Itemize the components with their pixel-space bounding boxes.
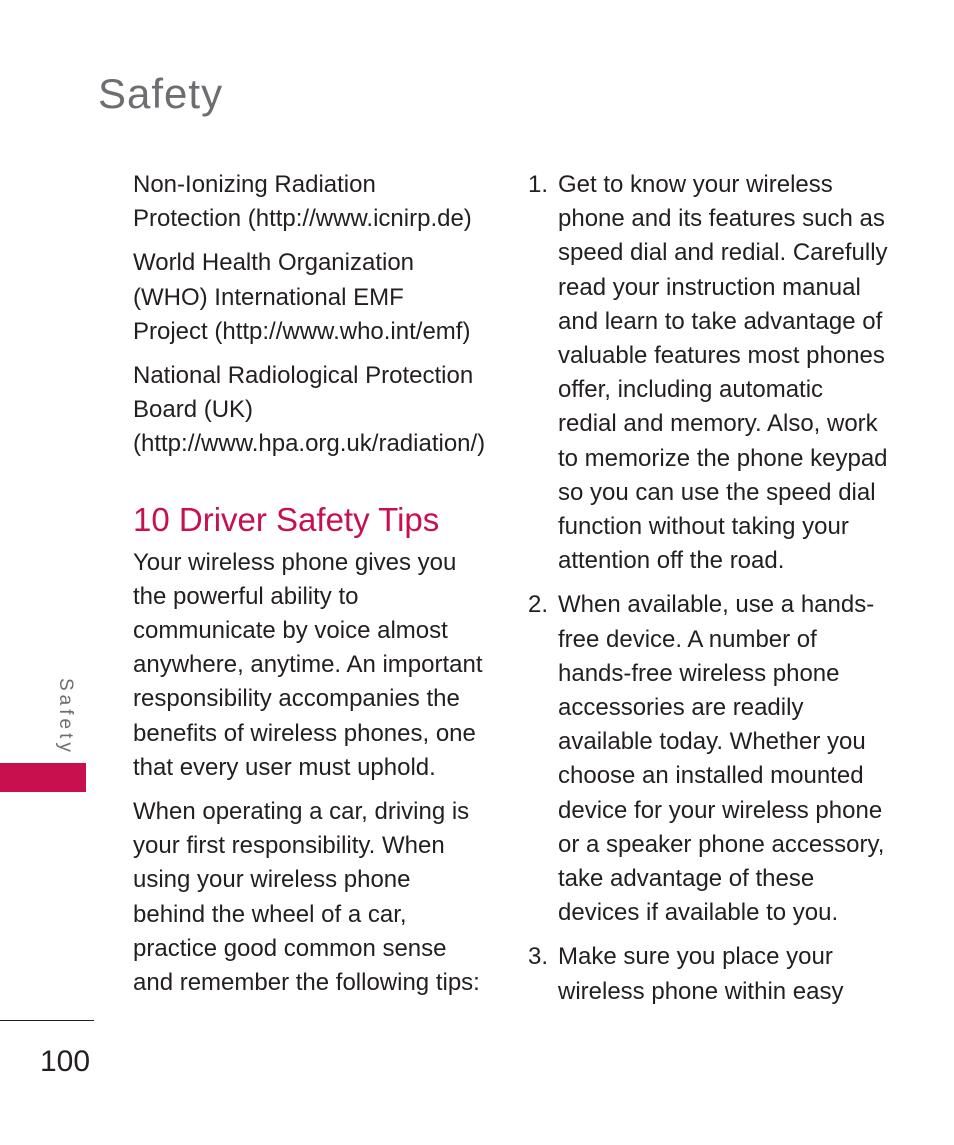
driving-paragraph: When operating a car, driving is your first responsibility. When using your wireless phone behind the wheel of a car, practice good common sense and remember the following tips: <box>133 798 480 997</box>
tip-text: When available, use a hands-free device. A number of hands-free wireless phone accessories are readily available today. Whether you choose an installed mounted device for your wireless phone or a speaker phone accessory, take advantage of these devices if available to you. <box>558 591 885 927</box>
tip-item <box>528 168 888 578</box>
tip-text: Get to know your wireless phone and its features such as speed dial and redial. Carefully read your instruction manual and learn to take advantage of valuable features most phones offer, including automatic redial and memory. Also, work to memorize the phone keypad so you can use the speed dial function without taking your attention off the road. <box>558 171 888 575</box>
page-number: 100 <box>40 1045 91 1078</box>
tip-text: Make sure you place your wireless phone within easy <box>558 943 844 1005</box>
reference-nrpb: National Radiological Protection Board (UK) (http://www.hpa.org.uk/radiation/) <box>133 362 486 458</box>
reference-icnirp: Non-Ionizing Radiation Protection (http://www.icnirp.de) <box>133 171 472 233</box>
footer-divider <box>0 1020 94 1021</box>
page-title: Safety <box>98 70 224 117</box>
right-column <box>528 168 888 1019</box>
side-tab-marker <box>0 763 86 792</box>
tip-number: 2. <box>528 591 549 619</box>
tip-item <box>528 940 888 1008</box>
tip-number: 1. <box>528 171 549 198</box>
intro-paragraph: Your wireless phone gives you the powerful ability to communicate by voice almost anywhere, anytime. An important responsibility accompanies the benefits of wireless phones, one that every user must uphold. <box>133 548 483 781</box>
left-column <box>133 168 485 1010</box>
tip-number: 3. <box>528 943 549 971</box>
section-heading: 10 Driver Safety Tips <box>133 500 440 538</box>
tip-item <box>528 588 888 930</box>
side-tab-label: Safety <box>55 678 76 756</box>
reference-who: World Health Organization (WHO) International EMF Project (http://www.who.int/emf) <box>133 249 471 345</box>
